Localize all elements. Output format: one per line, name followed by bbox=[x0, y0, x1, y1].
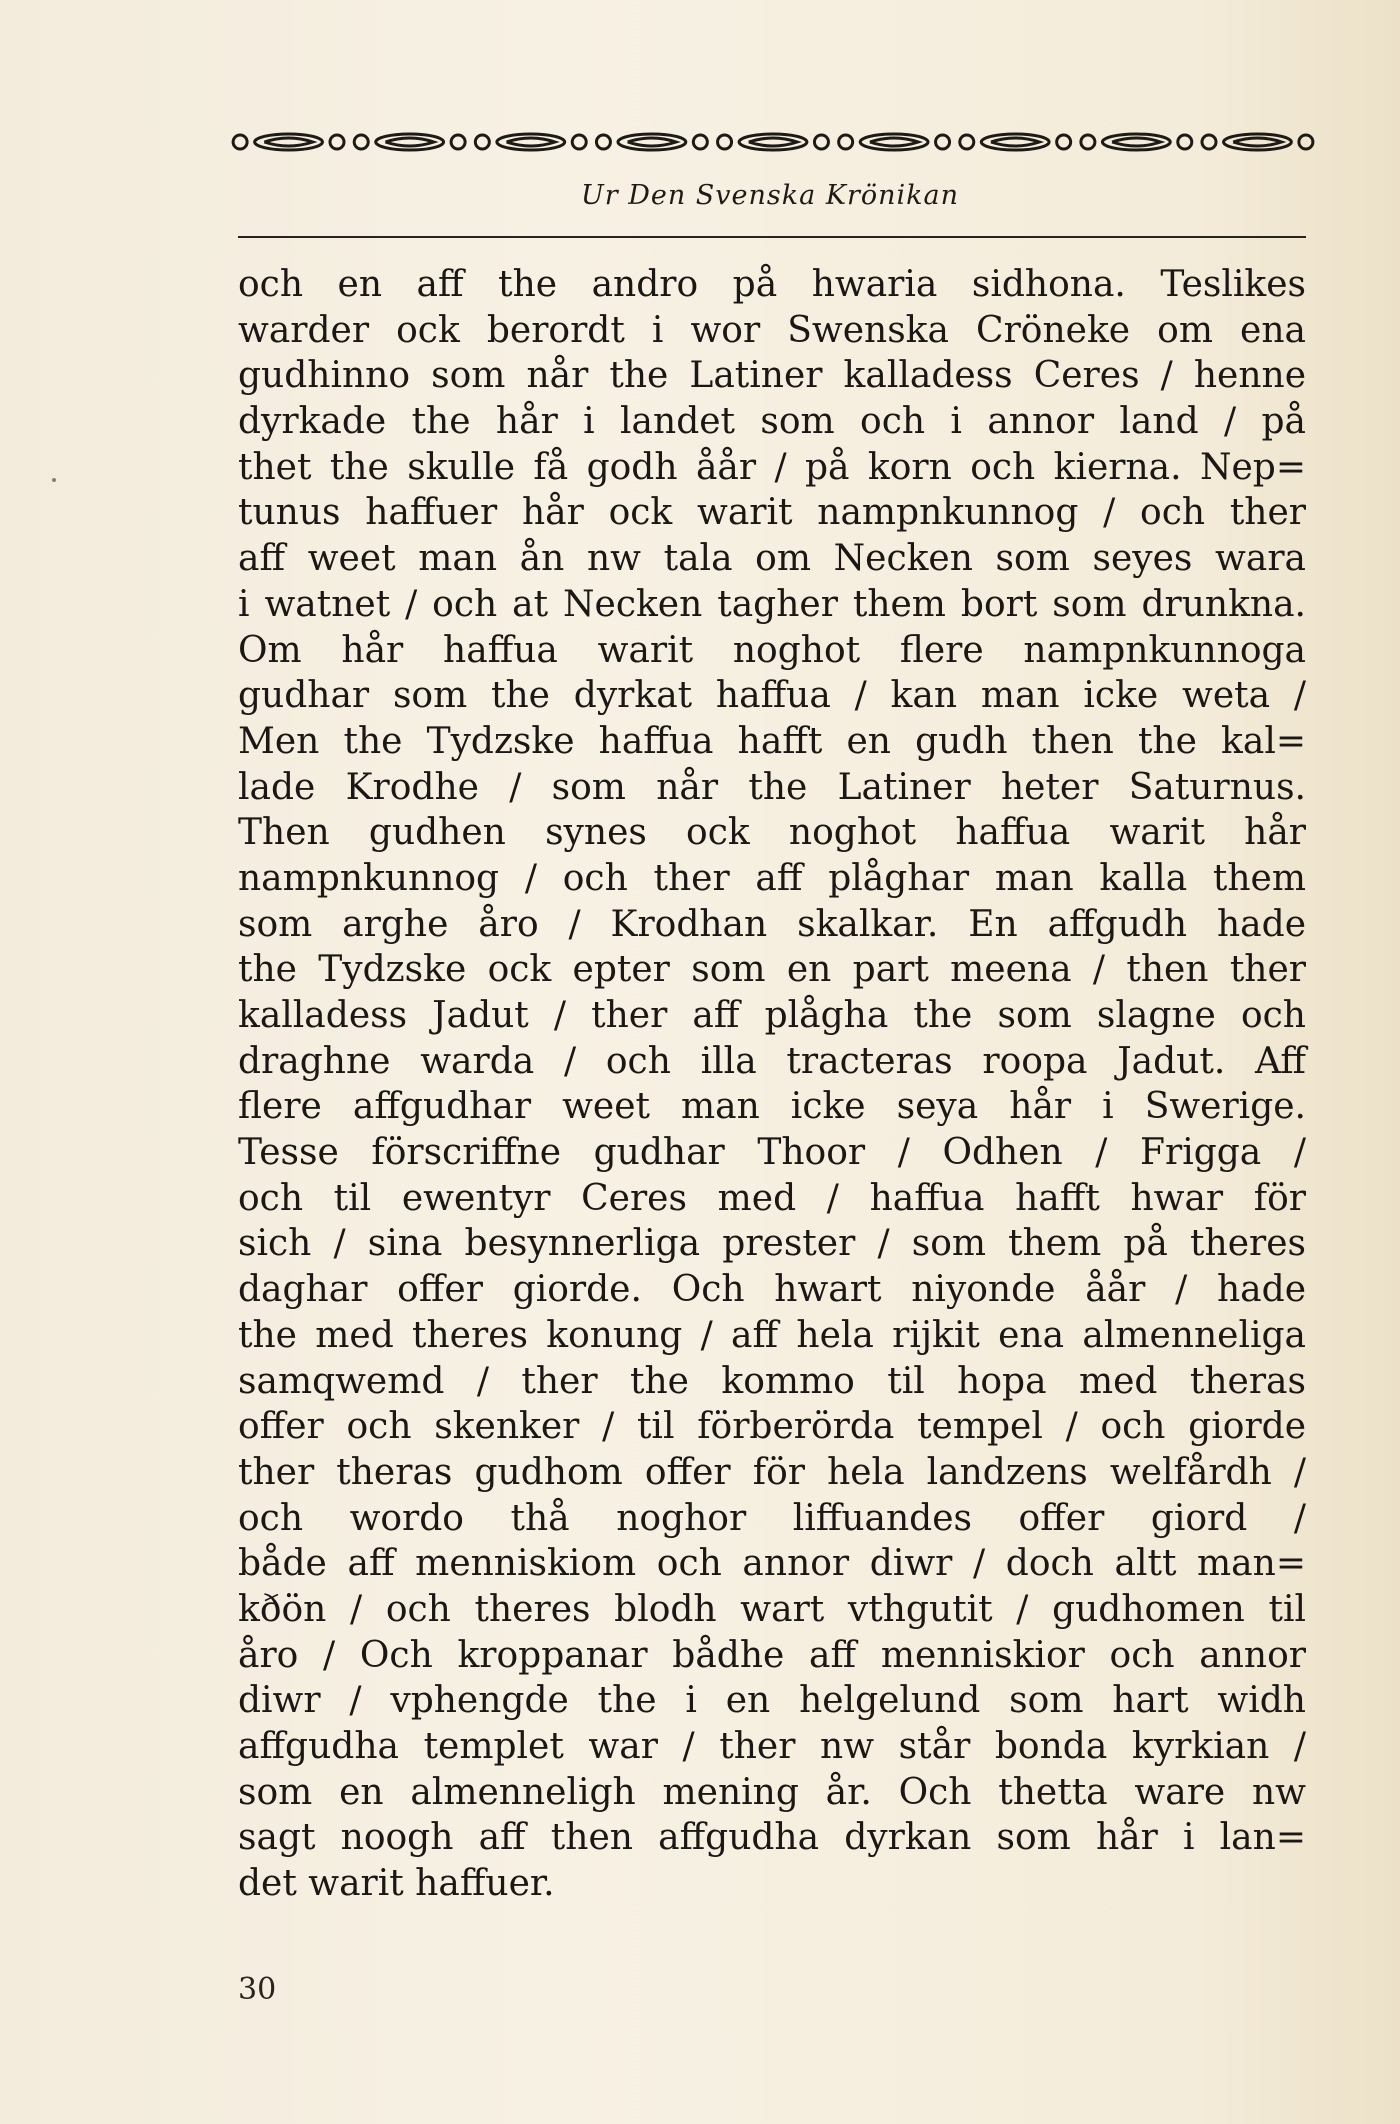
text-line: the med theres konung / aff hela rijkit ena almenneliga bbox=[238, 1314, 1306, 1356]
text-line: affgudha templet war / ther nw står bonda kyrkian / bbox=[238, 1726, 1306, 1767]
text-line: samqwemd / ther the kommo til hopa med theras bbox=[238, 1360, 1306, 1402]
text-line: som arghe åro / Krodhan skalkar. En affgudh hade bbox=[238, 903, 1306, 945]
text-line: sagt noogh aff then affgudha dyrkan som hår i lan= bbox=[238, 1817, 1306, 1859]
text-line: ther theras gudhom offer för hela landzens welfårdh / bbox=[238, 1451, 1306, 1493]
text-line: Then gudhen synes ock noghot haffua warit hår bbox=[238, 812, 1306, 854]
text-line: tunus haffuer hår ock warit nampnkunnog / och ther bbox=[238, 492, 1306, 534]
body-text bbox=[238, 262, 1306, 1907]
text-line: thet the skulle få godh åår / på korn och kierna. Nep= bbox=[238, 446, 1306, 488]
text-line: och til ewentyr Ceres med / haffua hafft hwar för bbox=[238, 1177, 1306, 1219]
running-head: Ur Den Svenska Krönikan bbox=[580, 180, 960, 211]
text-line: flere affgudhar weet man icke seya hår i Swerige. bbox=[238, 1086, 1306, 1128]
text-line: gudhar som the dyrkat haffua / kan man icke weta / bbox=[238, 675, 1306, 717]
text-line: dyrkade the hår i landet som och i annor land / på bbox=[238, 401, 1306, 443]
text-line: som en almenneligh mening år. Och thetta ware nw bbox=[238, 1771, 1306, 1813]
text-line: lade Krodhe / som når the Latiner heter Saturnus. bbox=[238, 766, 1306, 808]
text-line: the Tydzske ock epter som en part meena / then ther bbox=[238, 949, 1306, 991]
text-line: daghar offer giorde. Och hwart niyonde åår / hade bbox=[238, 1269, 1306, 1311]
text-line: offer och skenker / til förberörda tempel / och giorde bbox=[238, 1406, 1306, 1448]
text-line: kðön / och theres blodh wart vthgutit / gudhomen til bbox=[238, 1588, 1306, 1630]
text-line: det warit haffuer. bbox=[238, 1863, 555, 1905]
text-line: nampnkunnog / och ther aff plåghar man kalla them bbox=[238, 857, 1306, 899]
text-line: kalladess Jadut / ther aff plågha the som slagne och bbox=[238, 995, 1306, 1036]
text-line: Tesse förscriffne gudhar Thoor / Odhen / Frigga / bbox=[238, 1132, 1306, 1174]
text-line: gudhinno som når the Latiner kalladess Ceres / henne bbox=[238, 355, 1306, 397]
text-line: warder ock berordt i wor Swenska Cröneke om ena bbox=[238, 309, 1306, 351]
text-line: och en aff the andro på hwaria sidhona. Teslikes bbox=[238, 264, 1306, 305]
text-line: både aff menniskiom och annor diwr / doch altt man= bbox=[238, 1543, 1306, 1585]
text-line: sich / sina besynnerliga prester / som them på theres bbox=[238, 1223, 1306, 1265]
page-number: 30 bbox=[238, 1972, 277, 2007]
text-line: Men the Tydzske haffua hafft en gudh then the kal= bbox=[238, 720, 1306, 762]
text-line: i watnet / och at Necken tagher them bort som drunkna. bbox=[238, 583, 1306, 625]
text-line: diwr / vphengde the i en helgelund som hart widh bbox=[238, 1680, 1306, 1722]
margin-speck bbox=[52, 478, 56, 482]
text-line: Om hår haffua warit noghot flere nampnkunnoga bbox=[238, 629, 1306, 671]
text-line: draghne warda / och illa tracteras roopa Jadut. Aff bbox=[238, 1040, 1306, 1082]
text-line: och wordo thå noghor liffuandes offer giord / bbox=[238, 1497, 1306, 1539]
chain-border-ornament-icon bbox=[228, 128, 1318, 156]
text-line: aff weet man ån nw tala om Necken som seyes wara bbox=[238, 538, 1306, 580]
text-line: åro / Och kroppanar bådhe aff menniskior och annor bbox=[238, 1634, 1306, 1676]
header-rule bbox=[238, 236, 1306, 238]
